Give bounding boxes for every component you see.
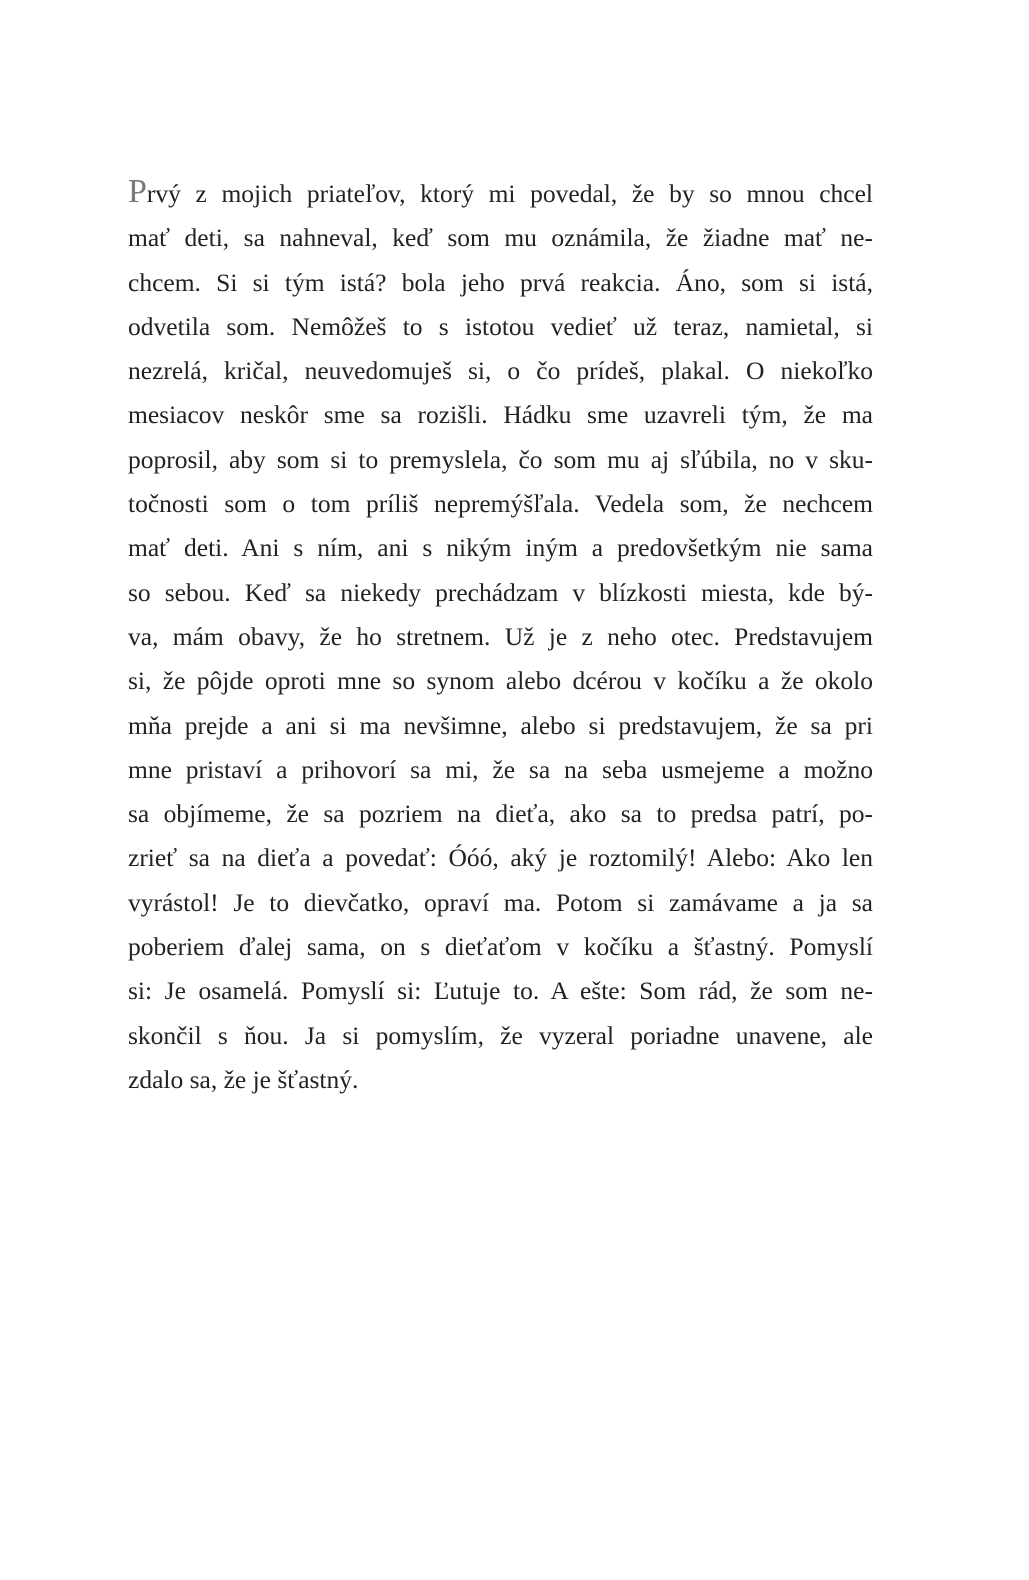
body-paragraph [128, 172, 873, 1102]
text-line: mať deti. Ani s ním, ani s nikým iným a predovšetkým nie sama [128, 533, 873, 563]
text-line: odvetila som. Nemôžeš to s istotou vedieť už teraz, namietal, si [128, 311, 873, 341]
text-line-1 [128, 172, 873, 216]
text-line: si: Je osamelá. Pomyslí si: Ľutuje to. A ešte: Som rád, že som ne- [128, 976, 873, 1006]
drop-initial: P [128, 173, 147, 210]
text-line: so sebou. Keď sa niekedy prechádzam v blízkosti miesta, kde bý- [128, 577, 873, 607]
text-line: va, mám obavy, že ho stretnem. Už je z neho otec. Predstavujem [128, 621, 873, 651]
text-line: sa objímeme, že sa pozriem na dieťa, ako sa to predsa patrí, po- [128, 799, 873, 829]
text-line: mať deti, sa nahneval, keď som mu oznámila, že žiadne mať ne- [128, 223, 873, 253]
text-line: chcem. Si si tým istá? bola jeho prvá reakcia. Áno, som si istá, [128, 267, 873, 297]
text-line: nezrelá, kričal, neuvedomuješ si, o čo prídeš, plakal. O niekoľko [128, 356, 873, 386]
text-line: mňa prejde a ani si ma nevšimne, alebo si predstavujem, že sa pri [128, 710, 873, 740]
text-line: vyrástol! Je to dievčatko, opraví ma. Potom si zamávame a ja sa [128, 887, 873, 917]
text-line: poberiem ďalej sama, on s dieťaťom v kočíku a šťastný. Pomyslí [128, 932, 873, 962]
text-line: mesiacov neskôr sme sa rozišli. Hádku sme uzavreli tým, že ma [128, 400, 873, 430]
text-line: poprosil, aby som si to premyslela, čo som mu aj sľúbila, no v sku- [128, 444, 873, 474]
text-line: točnosti som o tom príliš nepremýšľala. Vedela som, že nechcem [128, 489, 873, 519]
text-line: mne pristaví a prihovorí sa mi, že sa na seba usmejeme a možno [128, 754, 873, 784]
text-line: skončil s ňou. Ja si pomyslím, že vyzeral poriadne unavene, ale [128, 1020, 873, 1050]
first-line-text: rvý z mojich priateľov, ktorý mi povedal, že by so mnou chcel [146, 179, 873, 208]
text-line: zrieť sa na dieťa a povedať: Óóó, aký je roztomilý! Alebo: Ako len [128, 843, 873, 873]
text-line: si, že pôjde oproti mne so synom alebo dcérou v kočíku a že okolo [128, 666, 873, 696]
text-line-last: zdalo sa, že je šťastný. [128, 1064, 359, 1094]
